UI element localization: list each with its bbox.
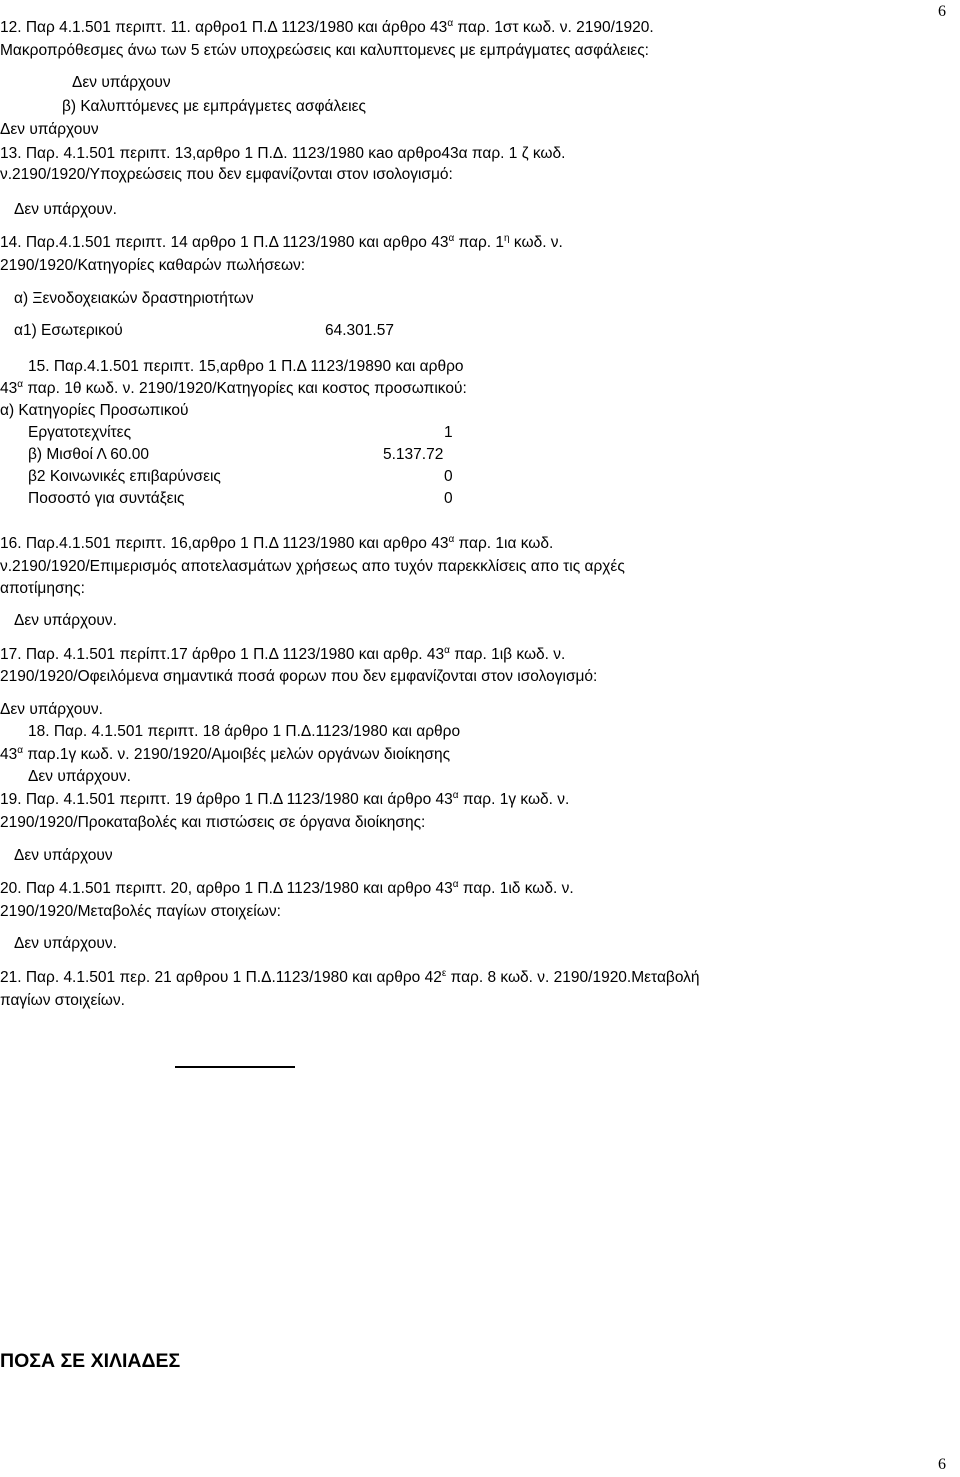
note-13-heading: 13. Παρ. 4.1.501 περιπτ. 13,αρθρο 1 Π.Δ. 1123/1980 κao αρθρο43α παρ. 1 ζ κωδ. <box>0 145 566 162</box>
note-15-social-value: 0 <box>444 468 453 485</box>
note-15-workers-value: 1 <box>444 424 453 441</box>
note-16-heading <box>0 535 553 553</box>
note-15-a: α) Κατηγορίες Προσωπικού <box>0 402 189 419</box>
note-14-heading <box>0 234 563 252</box>
text: 43 <box>0 380 18 397</box>
page-number-top: 6 <box>938 3 946 20</box>
note-14-a1-value: 64.301.57 <box>325 322 394 339</box>
note-14-a: α) Ξενοδοχειακών δραστηριοτήτων <box>14 290 254 307</box>
superscript: α <box>448 534 455 545</box>
note-15-social-label: β2 Κοινωνικές επιβαρύνσεις <box>28 468 221 485</box>
note-13-none: Δεν υπάρχουν. <box>14 201 117 218</box>
superscript: α <box>17 379 24 390</box>
note-19-none: Δεν υπάρχουν <box>14 847 113 864</box>
text: 14. Παρ.4.1.501 περιπτ. 14 αρθρο 1 Π.Δ 1123/1980 και αρθρο 43 <box>0 234 449 251</box>
text: 16. Παρ.4.1.501 περιπτ. 16,αρθρο 1 Π.Δ 1123/1980 και αρθρο 43 <box>0 535 449 552</box>
text: παρ.1γ κωδ. ν. 2190/1920/Αμοιβές μελών οργάνων διοίκησης <box>23 746 451 763</box>
text: παρ. 8 κωδ. ν. 2190/1920.Μεταβολή <box>446 969 700 986</box>
note-15-heading: 15. Παρ.4.1.501 περιπτ. 15,αρθρο 1 Π.Δ 1123/19890 και αρθρο <box>28 358 464 375</box>
text: παρ. 1στ κωδ. ν. 2190/1920. <box>453 19 654 36</box>
note-14-title: 2190/1920/Κατηγορίες καθαρών πωλήσεων: <box>0 257 306 274</box>
note-12-none: Δεν υπάρχουν <box>72 74 171 91</box>
superscript: α <box>17 745 24 756</box>
superscript: α <box>452 879 459 890</box>
text: 17. Παρ. 4.1.501 περίπτ.17 άρθρο 1 Π.Δ 1123/1980 και αρθρ. 43 <box>0 646 445 663</box>
superscript: α <box>452 790 459 801</box>
note-17-heading <box>0 646 565 664</box>
text: 19. Παρ. 4.1.501 περιπτ. 19 άρθρο 1 Π.Δ 1123/1980 και άρθρο 43 <box>0 791 453 808</box>
text: παρ. 1θ κωδ. ν. 2190/1920/Κατηγορίες και κοστος προσωπικού: <box>23 380 467 397</box>
note-21-heading <box>0 969 700 987</box>
text: παρ. 1ιβ κωδ. ν. <box>449 646 566 663</box>
superscript: α <box>444 645 450 656</box>
note-15-title <box>0 380 467 398</box>
footer-heading: ΠΟΣΑ ΣΕ ΧΙΛΙΑΔΕΣ <box>0 1350 181 1372</box>
note-18-none: Δεν υπάρχουν. <box>28 768 131 785</box>
text: 43 <box>0 746 18 763</box>
page-number-bottom: 6 <box>938 1456 946 1473</box>
superscript: ε <box>441 968 447 979</box>
note-18-title <box>0 746 450 764</box>
note-12-title: Μακροπρόθεσμες άνω των 5 ετών υποχρεώσεις και καλυπτομενες με εμπράγματες ασφάλειες: <box>0 42 649 59</box>
note-21-title: παγίων στοιχείων. <box>0 992 125 1009</box>
note-18-heading: 18. Παρ. 4.1.501 περιπτ. 18 άρθρο 1 Π.Δ.1123/1980 και αρθρο <box>28 723 461 740</box>
note-13-title: ν.2190/1920/Υποχρεώσεις που δεν εμφανίζονται στον ισολογισμό: <box>0 166 453 183</box>
text: 20. Παρ 4.1.501 περιπτ. 20, αρθρο 1 Π.Δ 1123/1980 και αρθρο 43 <box>0 880 453 897</box>
text: παρ. 1 <box>454 234 505 251</box>
note-16-title-cont: αποτίμησης: <box>0 580 85 597</box>
text: παρ. 1ιδ κωδ. ν. <box>458 880 574 897</box>
note-14-a1-label: α1) Εσωτερικού <box>14 322 123 339</box>
note-20-heading <box>0 880 574 898</box>
note-20-none: Δεν υπάρχουν. <box>14 935 117 952</box>
note-15-pension-value: 0 <box>444 490 453 507</box>
text: κωδ. ν. <box>509 234 563 251</box>
text: 12. Παρ 4.1.501 περιπτ. 11. αρθρο1 Π.Δ 1123/1980 και άρθρο 43 <box>0 19 448 36</box>
note-12-b-title: β) Καλυπτόμενες με εμπράγμετες ασφάλειες <box>62 98 366 115</box>
note-16-title: ν.2190/1920/Επιμερισμός αποτελασμάτων χρήσεως απο τυχόν παρεκκλίσεις απο τις αρχές <box>0 558 625 575</box>
note-19-title: 2190/1920/Προκαταβολές και πιστώσεις σε όργανα διοίκησης: <box>0 814 426 831</box>
note-15-workers-label: Εργατοτεχνίτες <box>28 424 132 441</box>
note-20-title: 2190/1920/Μεταβολές παγίων στοιχείων: <box>0 903 281 920</box>
superscript: η <box>504 233 510 244</box>
note-19-heading <box>0 791 569 809</box>
note-15-pension-label: Ποσοστό για συντάξεις <box>28 490 185 507</box>
superscript: α <box>448 233 455 244</box>
note-17-none: Δεν υπάρχουν. <box>0 701 103 718</box>
separator-line <box>175 1066 295 1068</box>
note-12-heading <box>0 19 654 37</box>
note-15-salaries-value: 5.137.72 <box>383 446 444 463</box>
superscript: α <box>447 18 454 29</box>
text: παρ. 1γ κωδ. ν. <box>458 791 570 808</box>
note-12-b-none: Δεν υπάρχουν <box>0 121 99 138</box>
note-16-none: Δεν υπάρχουν. <box>14 612 117 629</box>
text: 21. Παρ. 4.1.501 περ. 21 αρθρου 1 Π.Δ.1123/1980 και αρθρο 42 <box>0 969 442 986</box>
note-17-title: 2190/1920/Οφειλόμενα σημαντικά ποσά φορων που δεν εμφανίζονται στον ισολογισμό: <box>0 668 598 685</box>
note-15-salaries-label: β) Μισθοί Λ 60.00 <box>28 446 150 463</box>
text: παρ. 1ια κωδ. <box>454 535 554 552</box>
